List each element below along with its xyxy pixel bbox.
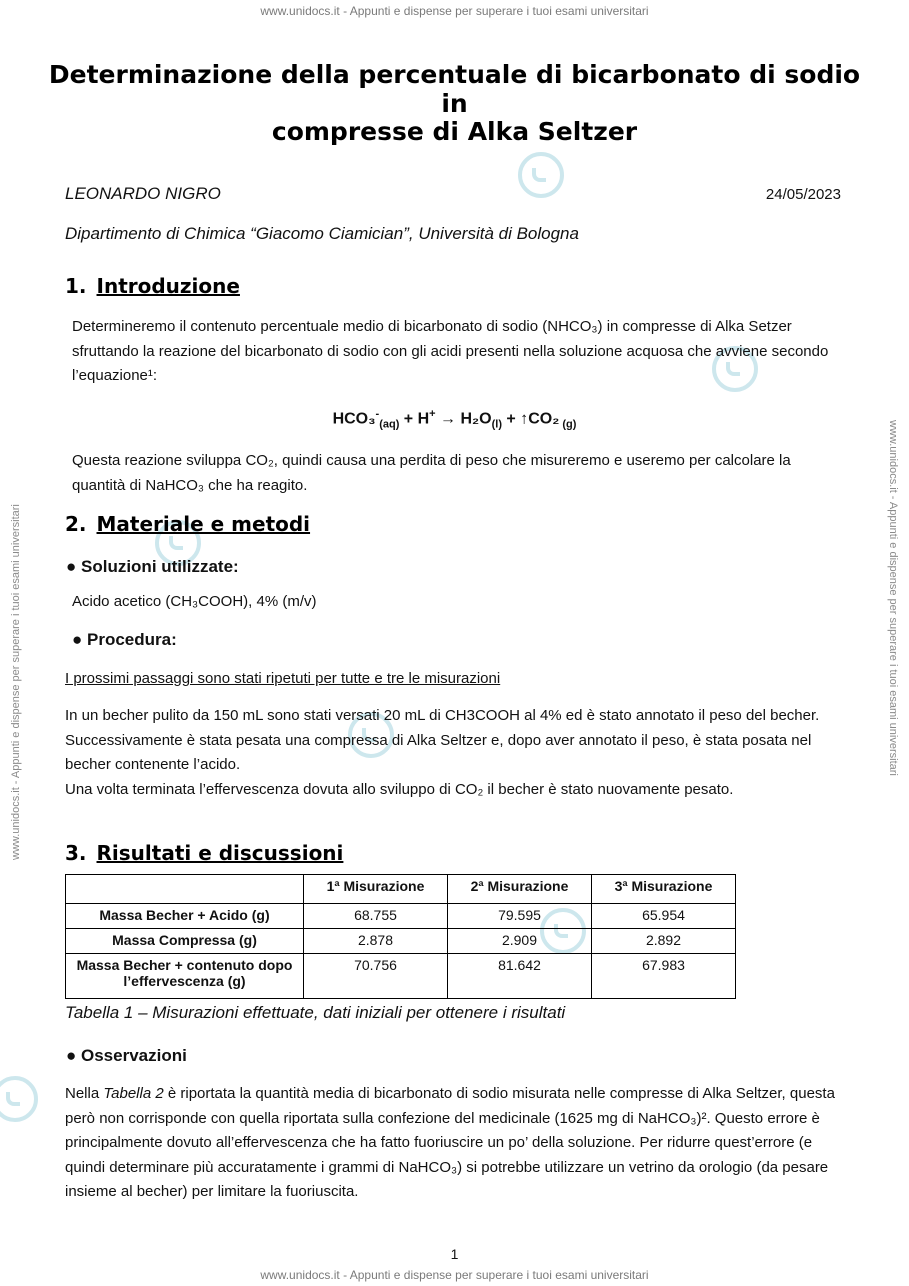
- section-title: Risultati e discussioni: [96, 841, 344, 865]
- section-title: Introduzione: [96, 274, 240, 298]
- watermark-right: www.unidocs.it - Appunti e dispense per superare i tuoi esami universitari: [887, 420, 899, 776]
- intro-paragraph-2: Questa reazione sviluppa CO₂, quindi causa una perdita di peso che misureremo e useremo per calcolare la quantità di NaHCO₃ che ha reagito.: [72, 452, 791, 494]
- table-cell: 65.954: [592, 904, 736, 929]
- table-header-cell: 1ª Misurazione: [304, 875, 448, 904]
- table-header-cell: 2ª Misurazione: [448, 875, 592, 904]
- table-reference: Tabella 2: [103, 1085, 164, 1102]
- table-cell: 2.909: [448, 929, 592, 954]
- row-label: Massa Compressa (g): [66, 929, 304, 954]
- reaction-equation: $HCO_3^-_{(aq)} + H^+ \to H_2O_{(l)}$ + ↑CO₂ $_{(g)}$: [332, 408, 577, 431]
- table-row: [66, 904, 736, 929]
- section-number: 3.: [65, 841, 87, 865]
- unidocs-logo-icon: [0, 1076, 38, 1122]
- measurements-table: [65, 874, 736, 999]
- table-cell: 79.595: [448, 904, 592, 929]
- document-title-line-1: Determinazione della percentuale di bicarbonato di sodio in: [48, 60, 861, 118]
- author-name: LEONARDO NIGRO: [65, 184, 221, 203]
- table-cell: 2.892: [592, 929, 736, 954]
- observations-paragraph: Nella Tabella 2 è riportata la quantità media di bicarbonato di sodio misurata nelle compresse di Alka Seltzer, questa però non corrisponde con quella riportata sulla confezione del medicinale (1625 mg di NaHCO₃)². Questo errore è principalmente dovuto all’effervescenza che ha fatto fuoriuscire un po’ della soluzione. Per ridurre quest’errore (e quindi determinare più accuratamente i grammi di NaHCO₃) si potrebbe utilizzare un vetrino da orologio (da pesare insieme al becher) per limitare la fuoriuscita.: [65, 1085, 835, 1200]
- table-row: [66, 929, 736, 954]
- procedure-steps: In un becher pulito da 150 mL sono stati versati 20 mL di CH3COOH al 4% ed è stato annotato il peso del becher. Successivamente è stata pesata una compressa di Alka Seltzer e, dopo aver annotato il peso, è stata posata nel becher contenente l’acido. Una volta terminata l’effervescenza dovuta allo sviluppo di CO₂ il becher è stato nuovamente pesato.: [65, 707, 820, 798]
- table-cell: 68.755: [304, 904, 448, 929]
- watermark-left: www.unidocs.it - Appunti e dispense per superare i tuoi esami universitari: [10, 504, 22, 860]
- row-label: Massa Becher + Acido (g): [66, 904, 304, 929]
- document-date: 24/05/2023: [765, 186, 841, 203]
- department: Dipartimento di Chimica “Giacomo Ciamician”, Università di Bologna: [65, 224, 579, 243]
- procedure-heading: ● Procedura:: [72, 630, 177, 649]
- section-heading-introduction: [65, 274, 240, 298]
- watermark-bottom: www.unidocs.it - Appunti e dispense per superare i tuoi esami universitari: [260, 1268, 649, 1282]
- solutions-text: Acido acetico (CH₃COOH), 4% (m/v): [72, 593, 317, 610]
- table-cell: 67.983: [592, 954, 736, 999]
- table-header-cell: 3ª Misurazione: [592, 875, 736, 904]
- table-header-row: [66, 875, 736, 904]
- section-number: 2.: [65, 512, 87, 536]
- solutions-heading: ● Soluzioni utilizzate:: [66, 557, 239, 576]
- procedure-note: I prossimi passaggi sono stati ripetuti per tutte e tre le misurazioni: [65, 670, 501, 687]
- table-cell: 81.642: [448, 954, 592, 999]
- document-title-line-2: compresse di Alka Seltzer: [271, 117, 638, 146]
- table-header-cell: [66, 875, 304, 904]
- observations-heading: ● Osservazioni: [66, 1046, 187, 1065]
- intro-paragraph: Determineremo il contenuto percentuale medio di bicarbonato di sodio (NHCO₃) in compresse di Alka Setzer sfruttando la reazione del bicarbonato di sodio con gli acidi presenti nella soluzione acquosa che avviene secondo l’equazione¹:: [72, 318, 829, 384]
- table-cell: 2.878: [304, 929, 448, 954]
- watermark-top: www.unidocs.it - Appunti e dispense per superare i tuoi esami universitari: [260, 4, 649, 18]
- section-heading-methods: [65, 512, 310, 536]
- row-label: Massa Becher + contenuto dopo l’effervescenza (g): [66, 954, 304, 999]
- section-title: Materiale e metodi: [96, 512, 311, 536]
- section-heading-results: [65, 841, 343, 865]
- table-caption: Tabella 1 – Misurazioni effettuate, dati iniziali per ottenere i risultati: [65, 1003, 566, 1022]
- unidocs-logo-icon: [518, 152, 564, 198]
- table-row: [66, 954, 736, 999]
- section-number: 1.: [65, 274, 87, 298]
- table-cell: 70.756: [304, 954, 448, 999]
- page-number: 1: [450, 1246, 459, 1262]
